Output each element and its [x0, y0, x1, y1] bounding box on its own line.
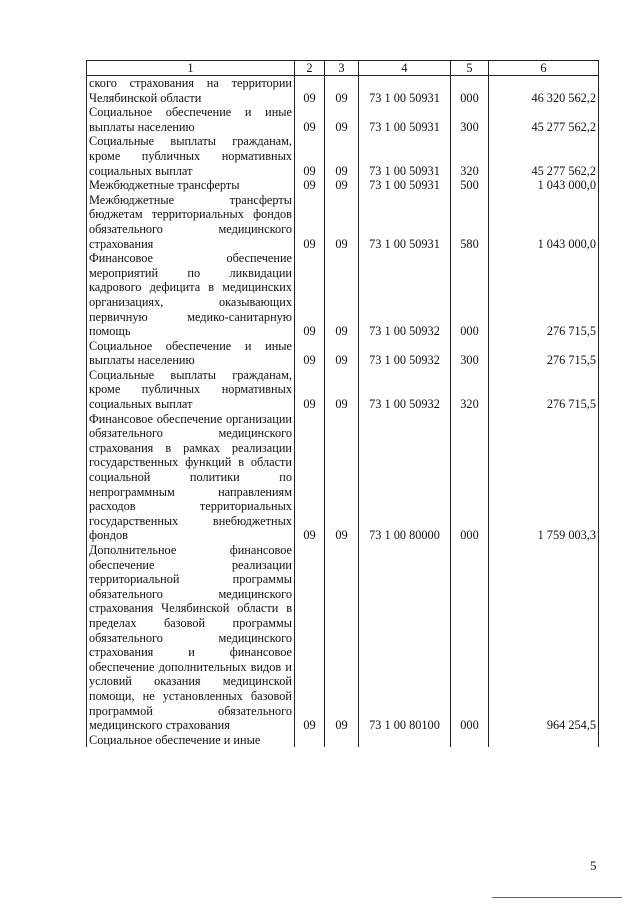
cell-col4: 73 1 00 50931: [359, 134, 451, 178]
cell-col2: 09: [295, 134, 325, 178]
row-name: Социальное обеспечение и иные: [87, 733, 295, 748]
cell-col5: 500: [451, 178, 489, 193]
cell-col5: 000: [451, 543, 489, 733]
cell-col4: [359, 733, 451, 748]
cell-col6: 276 715,5: [489, 368, 599, 412]
cell-col4: 73 1 00 50931: [359, 76, 451, 106]
cell-col3: 09: [325, 251, 359, 339]
table-row: [87, 339, 599, 368]
cell-col3: 09: [325, 543, 359, 733]
cell-col3: 09: [325, 134, 359, 178]
cell-col3: 09: [325, 76, 359, 106]
cell-col3: 09: [325, 339, 359, 368]
cell-col2: 09: [295, 76, 325, 106]
cell-col4: 73 1 00 50931: [359, 193, 451, 251]
cell-col2: 09: [295, 339, 325, 368]
cell-col5: 300: [451, 105, 489, 134]
cell-col6: 276 715,5: [489, 251, 599, 339]
table-row: [87, 733, 599, 748]
cell-col5: 000: [451, 76, 489, 106]
row-name: Социальное обеспечение и иные выплаты населению: [87, 339, 295, 368]
cell-col3: 09: [325, 178, 359, 193]
row-name: Социальные выплаты гражданам, кроме публичных нормативных социальных выплат: [87, 134, 295, 178]
cell-col2: 09: [295, 543, 325, 733]
cell-col6: 45 277 562,2: [489, 134, 599, 178]
cell-col5: 580: [451, 193, 489, 251]
row-name: Дополнительное финансовое обеспечение реализации территориальной программы обязательного медицинского страхования Челябинской области в пределах базовой программы обязательного медицинского страхования и финансовое обеспечение дополнительных видов и условий оказания медицинской помощи, не установленных базовой программой обязательного медицинского страхования: [87, 543, 295, 733]
row-name: Финансовое обеспечение мероприятий по ликвидации кадрового дефицита в медицинских организациях, оказывающих первичную медико-санитарную помощь: [87, 251, 295, 339]
cell-col5: [451, 733, 489, 748]
table-row: [87, 105, 599, 134]
cell-col2: 09: [295, 368, 325, 412]
cell-col6: [489, 733, 599, 748]
cell-col6: 1 043 000,0: [489, 193, 599, 251]
table-row: [87, 76, 599, 106]
table-row: [87, 134, 599, 178]
cell-col4: 73 1 00 50932: [359, 368, 451, 412]
budget-table: [86, 60, 599, 747]
column-header: 1: [87, 61, 295, 76]
table-row: [87, 368, 599, 412]
row-name: Финансовое обеспечение организации обязательного медицинского страхования в рамках реализации государственных функций в области социальной политики по непрограммным направлениям расходов территориальных государственных внебюджетных фондов: [87, 412, 295, 543]
cell-col3: 09: [325, 368, 359, 412]
cell-col3: 09: [325, 193, 359, 251]
cell-col5: 000: [451, 412, 489, 543]
cell-col2: [295, 733, 325, 748]
row-name: Межбюджетные трансферты бюджетам территориальных фондов обязательного медицинского страхования: [87, 193, 295, 251]
cell-col6: 45 277 562,2: [489, 105, 599, 134]
cell-col2: 09: [295, 178, 325, 193]
row-name: Социальное обеспечение и иные выплаты населению: [87, 105, 295, 134]
cell-col4: 73 1 00 50931: [359, 105, 451, 134]
cell-col2: 09: [295, 412, 325, 543]
cell-col5: 320: [451, 134, 489, 178]
table-row: [87, 193, 599, 251]
column-header: 6: [489, 61, 599, 76]
column-header: 4: [359, 61, 451, 76]
cell-col2: 09: [295, 193, 325, 251]
cell-col3: [325, 733, 359, 748]
cell-col4: 73 1 00 50932: [359, 339, 451, 368]
column-header: 5: [451, 61, 489, 76]
table-header-row: [87, 61, 599, 76]
cell-col4: 73 1 00 50931: [359, 178, 451, 193]
cell-col2: 09: [295, 105, 325, 134]
table-row: [87, 178, 599, 193]
cell-col3: 09: [325, 105, 359, 134]
page-number: 5: [590, 858, 597, 873]
cell-col6: 1 759 003,3: [489, 412, 599, 543]
bottom-rule: [492, 897, 622, 898]
cell-col6: 276 715,5: [489, 339, 599, 368]
cell-col6: 964 254,5: [489, 543, 599, 733]
cell-col4: 73 1 00 50932: [359, 251, 451, 339]
cell-col6: 1 043 000,0: [489, 178, 599, 193]
cell-col5: 300: [451, 339, 489, 368]
column-header: 3: [325, 61, 359, 76]
cell-col3: 09: [325, 412, 359, 543]
cell-col4: 73 1 00 80100: [359, 543, 451, 733]
table-row: [87, 251, 599, 339]
cell-col2: 09: [295, 251, 325, 339]
cell-col5: 320: [451, 368, 489, 412]
cell-col5: 000: [451, 251, 489, 339]
row-name: ского страхования на территории Челябинской области: [87, 76, 295, 106]
table-row: [87, 543, 599, 733]
column-header: 2: [295, 61, 325, 76]
row-name: Межбюджетные трансферты: [87, 178, 295, 193]
cell-col4: 73 1 00 80000: [359, 412, 451, 543]
row-name: Социальные выплаты гражданам, кроме публичных нормативных социальных выплат: [87, 368, 295, 412]
cell-col6: 46 320 562,2: [489, 76, 599, 106]
table-row: [87, 412, 599, 543]
